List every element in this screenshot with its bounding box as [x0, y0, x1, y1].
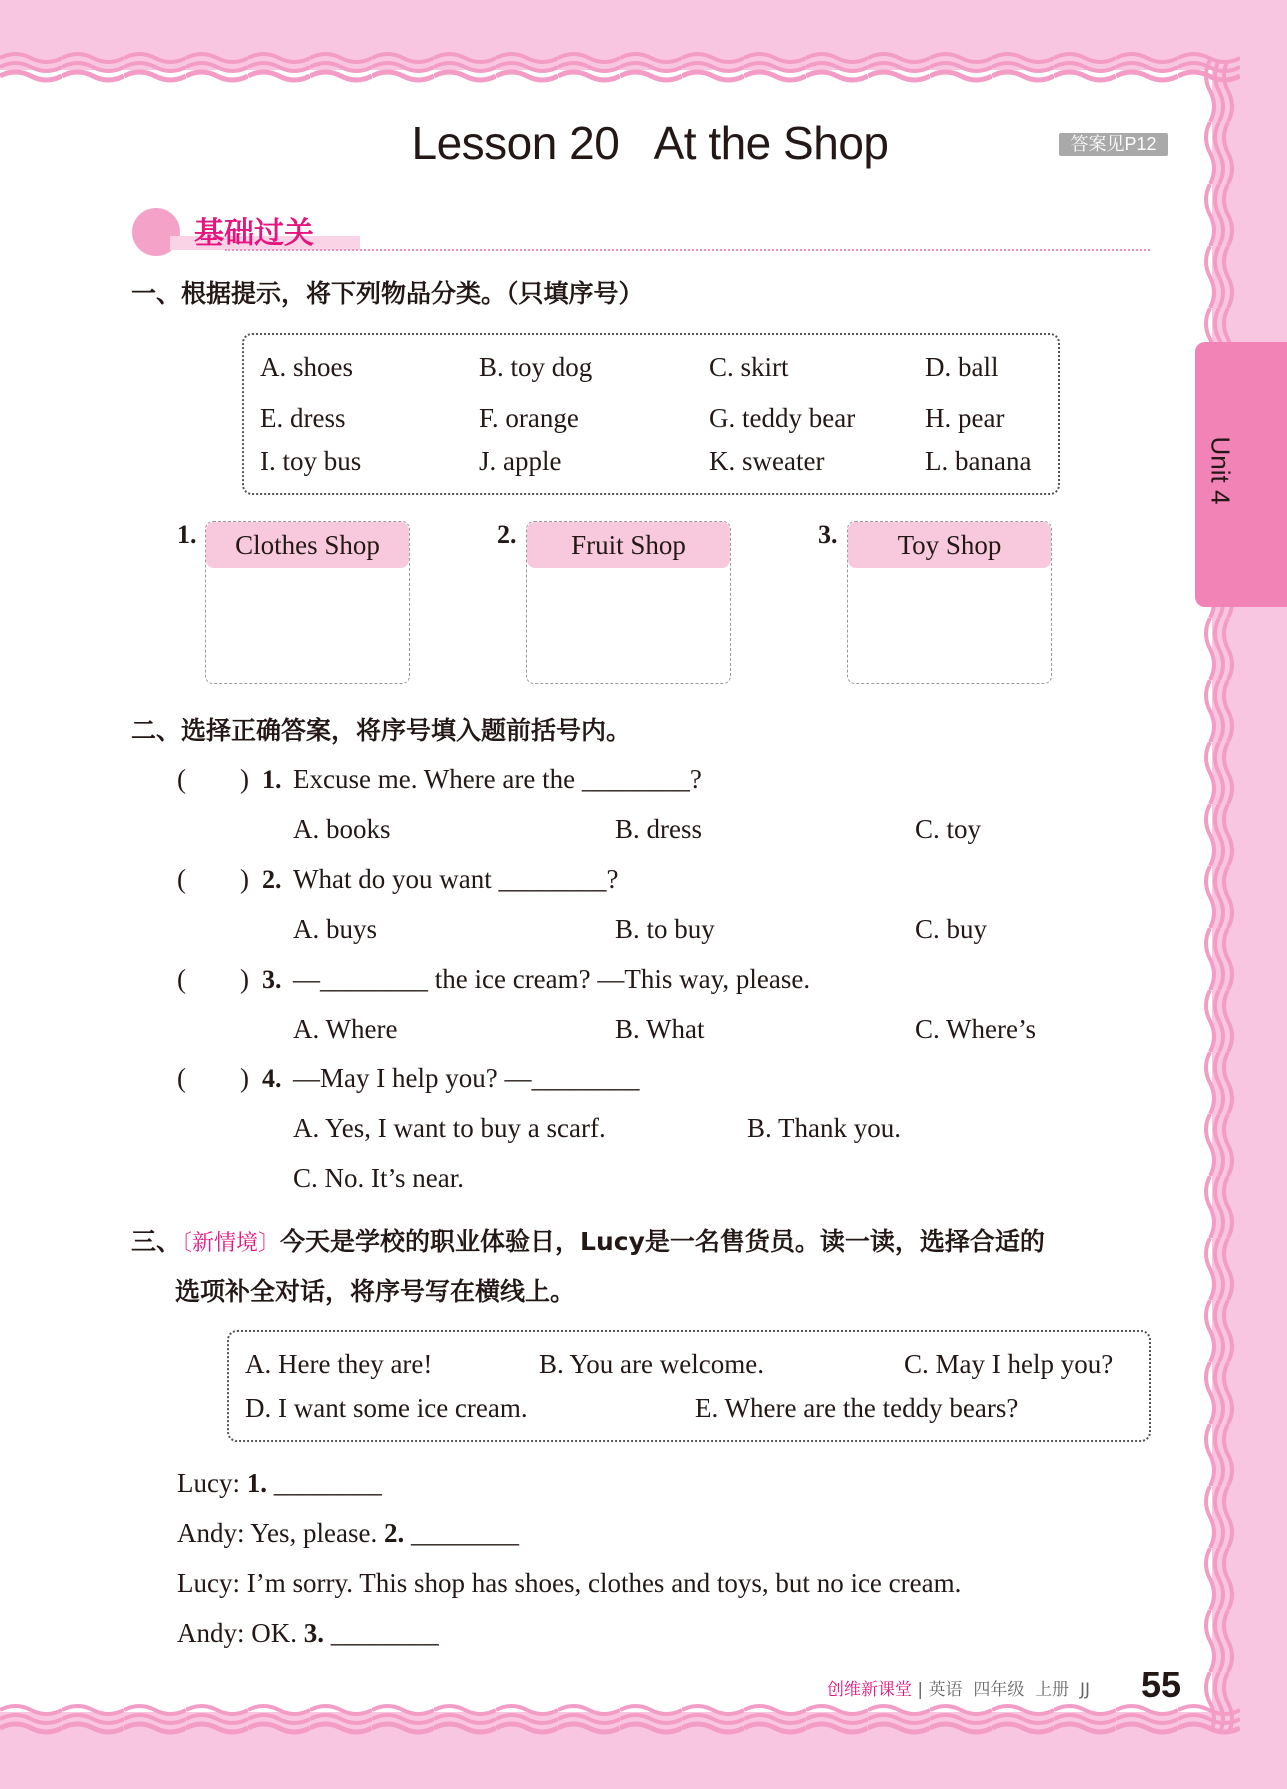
- part2-heading: 二、选择正确答案，将序号填入题前括号内。: [131, 716, 632, 745]
- dialogue-option: B. You are welcome.: [539, 1349, 764, 1379]
- question-number: 1.: [262, 765, 282, 794]
- word-item: G. teddy bear: [709, 403, 856, 433]
- dialogue-line: [177, 1618, 439, 1649]
- part3-heading-line2: 选项补全对话，将序号写在横线上。: [175, 1277, 576, 1306]
- word-item: I. toy bus: [260, 446, 362, 476]
- unit-tab-label: Unit 4: [1205, 436, 1236, 505]
- word-item: C. skirt: [709, 352, 789, 382]
- option: A. Yes, I want to buy a scarf.: [293, 1113, 606, 1143]
- shop-number: 2.: [497, 520, 517, 549]
- shop-label: Toy Shop: [848, 522, 1051, 568]
- option: A. books: [293, 814, 391, 844]
- answer-blank[interactable]: ________: [404, 1518, 519, 1548]
- question-number: 4.: [262, 1064, 282, 1093]
- speaker-name: Lucy:: [177, 1568, 240, 1598]
- word-item: F. orange: [479, 403, 579, 433]
- section-divider: [225, 249, 1150, 251]
- shop-label: Fruit Shop: [527, 522, 730, 568]
- question-text: What do you want ________?: [293, 864, 619, 894]
- shop-answer-box[interactable]: [847, 521, 1052, 684]
- part3-heading-line1: 今天是学校的职业体验日，Lucy是一名售货员。读一读，选择合适的: [280, 1227, 1045, 1256]
- shop-answer-box[interactable]: [205, 521, 410, 684]
- option: C. buy: [915, 914, 988, 944]
- blank-number: 1.: [246, 1468, 267, 1498]
- option: B. Thank you.: [747, 1113, 901, 1143]
- word-item: H. pear: [925, 403, 1005, 433]
- part3-heading: [131, 1222, 1045, 1258]
- footer-book-info: 英语 四年级 上册 JJ: [928, 1680, 1090, 1700]
- right-wave-border: [1202, 60, 1238, 1730]
- question-text: Excuse me. Where are the ________?: [293, 764, 702, 794]
- speaker-name: Andy:: [177, 1618, 245, 1648]
- option: B. What: [615, 1014, 705, 1044]
- dialogue-text: OK.: [251, 1618, 304, 1648]
- speaker-name: Andy:: [177, 1518, 245, 1548]
- answer-bracket[interactable]: ( ): [177, 964, 249, 994]
- word-item: K. sweater: [709, 446, 825, 476]
- word-item: J. apple: [479, 446, 562, 476]
- mascot-icon: [130, 206, 182, 258]
- new-context-tag: 〔新情境〕: [181, 1231, 281, 1256]
- option: C. toy: [915, 814, 982, 844]
- word-item: B. toy dog: [479, 352, 593, 382]
- option: A. Where: [293, 1014, 398, 1044]
- word-item: D. ball: [925, 352, 999, 382]
- option: A. buys: [293, 914, 378, 944]
- question-number: 2.: [262, 865, 282, 894]
- page-number: 55: [1141, 1664, 1182, 1705]
- shop-number: 3.: [818, 520, 838, 549]
- top-wave-border: [0, 48, 1240, 88]
- footer-brand: 创维新课堂: [827, 1680, 912, 1700]
- dialogue-line: [177, 1468, 382, 1499]
- part3-option-box: [227, 1330, 1151, 1442]
- dialogue-option: A. Here they are!: [245, 1349, 433, 1379]
- option: C. Where’s: [915, 1014, 1036, 1044]
- answer-bracket[interactable]: ( ): [177, 864, 249, 894]
- dialogue-text: I’m sorry. This shop has shoes, clothes and toys, but no ice cream.: [246, 1568, 962, 1598]
- word-item: A. shoes: [260, 352, 353, 382]
- question-text: —May I help you? —________: [293, 1063, 640, 1093]
- dialogue-option: D. I want some ice cream.: [245, 1393, 528, 1423]
- answer-reference-badge: 答案见P12: [1059, 133, 1168, 156]
- word-item: E. dress: [260, 403, 346, 433]
- lesson-title: Lesson 20 At the Shop: [411, 117, 889, 169]
- option: B. dress: [615, 814, 702, 844]
- part1-heading: 一、根据提示，将下列物品分类。（只填序号）: [131, 279, 644, 308]
- part3-prefix: 三、: [131, 1227, 182, 1256]
- blank-number: 3.: [303, 1618, 324, 1648]
- shop-answer-box[interactable]: [526, 521, 731, 684]
- shop-label: Clothes Shop: [206, 522, 409, 568]
- option: C. No. It’s near.: [293, 1163, 464, 1193]
- footer-info: 创维新课堂 | 英语 四年级 上册 JJ: [827, 1680, 1090, 1700]
- word-item: L. banana: [925, 446, 1032, 476]
- dialogue-text: Yes, please.: [250, 1518, 384, 1548]
- option: B. to buy: [615, 914, 715, 944]
- dialogue-line: [177, 1518, 519, 1549]
- answer-bracket[interactable]: ( ): [177, 764, 249, 794]
- blank-number: 2.: [384, 1518, 405, 1548]
- question-text: —________ the ice cream? —This way, please.: [293, 964, 811, 994]
- answer-blank[interactable]: ________: [324, 1618, 439, 1648]
- answer-bracket[interactable]: ( ): [177, 1063, 249, 1093]
- dialogue-option: C. May I help you?: [904, 1349, 1114, 1379]
- bottom-wave-border: [0, 1700, 1240, 1740]
- shop-number: 1.: [177, 520, 197, 549]
- question-number: 3.: [262, 965, 282, 994]
- section-title: 基础过关: [194, 216, 314, 251]
- dialogue-option: E. Where are the teddy bears?: [695, 1393, 1019, 1423]
- dialogue-line: [177, 1568, 961, 1599]
- answer-blank[interactable]: ________: [266, 1468, 382, 1498]
- speaker-name: Lucy:: [177, 1468, 240, 1498]
